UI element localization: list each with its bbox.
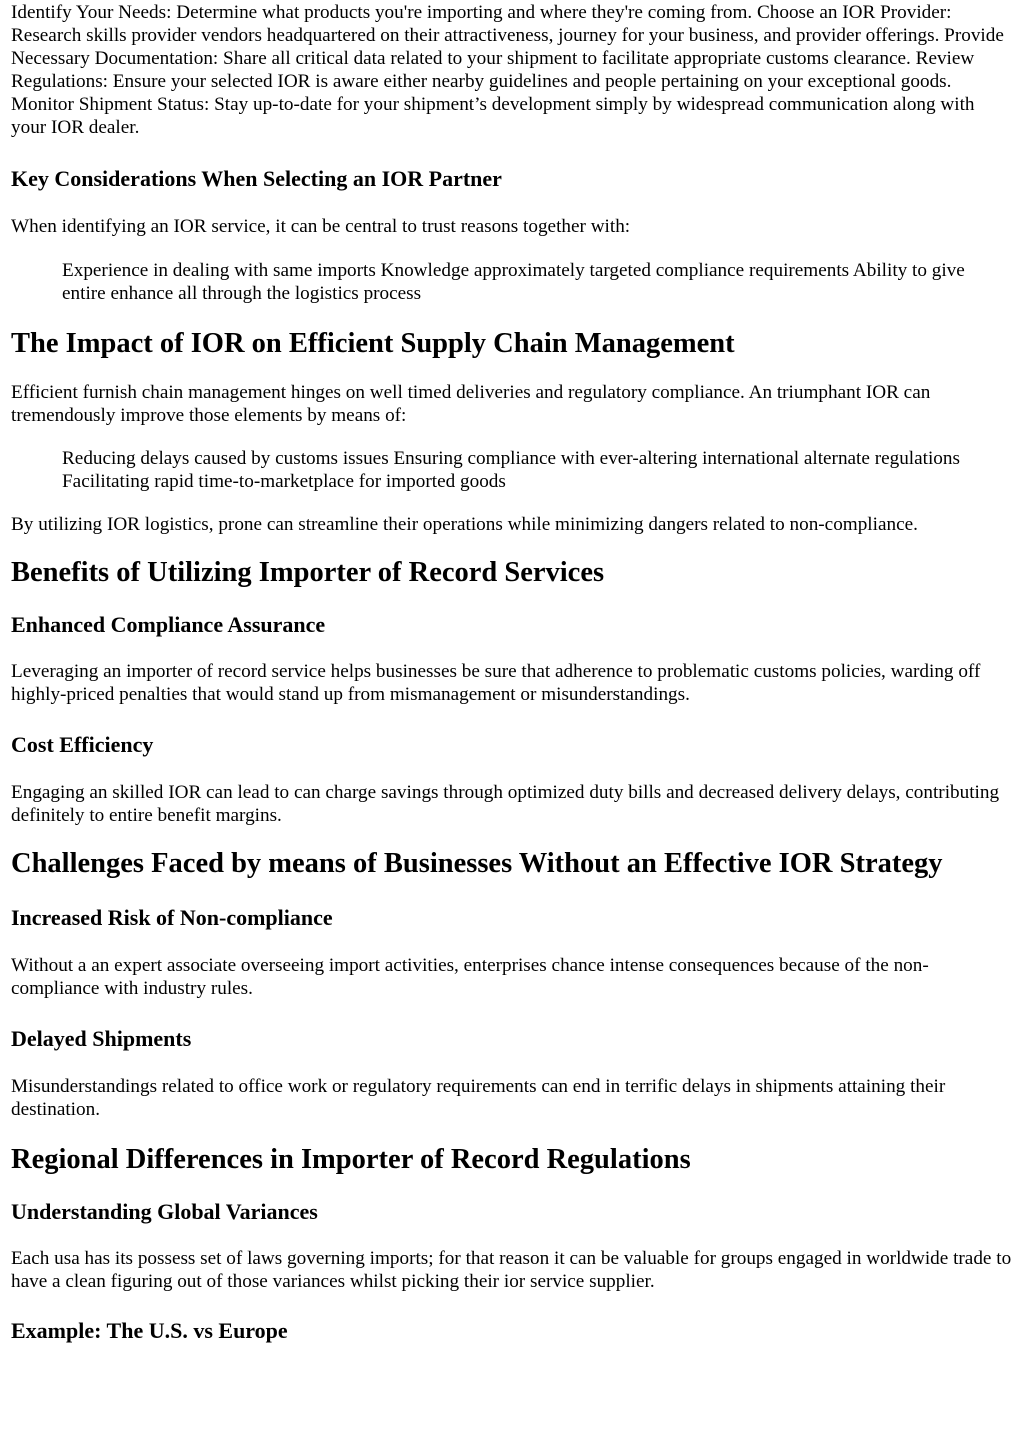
- intro-paragraph: Identify Your Needs: Determine what products you're importing and where they're coming from. Choose an IOR Provider: Research skills provider vendors headquartered on their attractiveness, journey for your business, and provider offerings. Provide Necessary Documentation: Share all critical data related to your shipment to facilitate appropriate customs clearance. Review Regulations: Ensure your selected IOR is aware either nearby guidelines and people pertaining on your exceptional goods. Monitor Shipment Status: Stay up-to-date for your shipment’s development simply by widespread communication along with your IOR dealer.: [11, 2, 1004, 138]
- compliance-heading: Enhanced Compliance Assurance: [11, 612, 326, 637]
- key-considerations-quote: Experience in dealing with same imports Knowledge approximately targeted compliance requirements Ability to give entire enhance all through the logistics process: [62, 260, 965, 304]
- key-considerations-lead: When identifying an IOR service, it can be central to trust reasons together with:: [11, 216, 631, 237]
- compliance-text: Leveraging an importer of record service helps businesses be sure that adherence to problematic customs policies, warding off highly-priced penalties that would stand up from mismanagement or misunderstandings.: [11, 661, 981, 705]
- global-text: Each usa has its possess set of laws governing imports; for that reason it can be valuable for groups engaged in worldwide trade to have a clean figuring out of those variances whilst picking their ior service supplier.: [11, 1248, 1012, 1292]
- example-heading: Example: The U.S. vs Europe: [11, 1318, 288, 1343]
- impact-quote: Reducing delays caused by customs issues Ensuring compliance with ever-altering international alternate regulations Facilitating rapid time-to-marketplace for imported goods: [62, 448, 960, 492]
- delay-heading: Delayed Shipments: [11, 1026, 192, 1051]
- article-body: [0, 1, 1024, 1344]
- delay-text: Misunderstandings related to office work or regulatory requirements can end in terrific delays in shipments attaining their destination.: [11, 1076, 946, 1120]
- key-considerations-heading: Key Considerations When Selecting an IOR Partner: [11, 166, 502, 191]
- regional-heading: Regional Differences in Importer of Record Regulations: [11, 1144, 691, 1175]
- benefits-heading: Benefits of Utilizing Importer of Record Services: [11, 557, 605, 588]
- risk-heading: Increased Risk of Non-compliance: [11, 905, 333, 930]
- cost-heading: Cost Efficiency: [11, 732, 154, 757]
- impact-heading: The Impact of IOR on Efficient Supply Chain Management: [11, 328, 735, 359]
- impact-closing: By utilizing IOR logistics, prone can streamline their operations while minimizing dangers related to non-compliance.: [11, 514, 918, 535]
- global-heading: Understanding Global Variances: [11, 1199, 318, 1224]
- impact-lead: Efficient furnish chain management hinges on well timed deliveries and regulatory compliance. An triumphant IOR can tremendously improve those elements by means of:: [11, 382, 931, 426]
- risk-text: Without a an expert associate overseeing import activities, enterprises chance intense consequences because of the non-compliance with industry rules.: [11, 955, 929, 999]
- challenges-heading: Challenges Faced by means of Businesses Without an Effective IOR Strategy: [11, 848, 943, 879]
- cost-text: Engaging an skilled IOR can lead to can charge savings through optimized duty bills and decreased delivery delays, contributing definitely to entire benefit margins.: [11, 782, 1000, 826]
